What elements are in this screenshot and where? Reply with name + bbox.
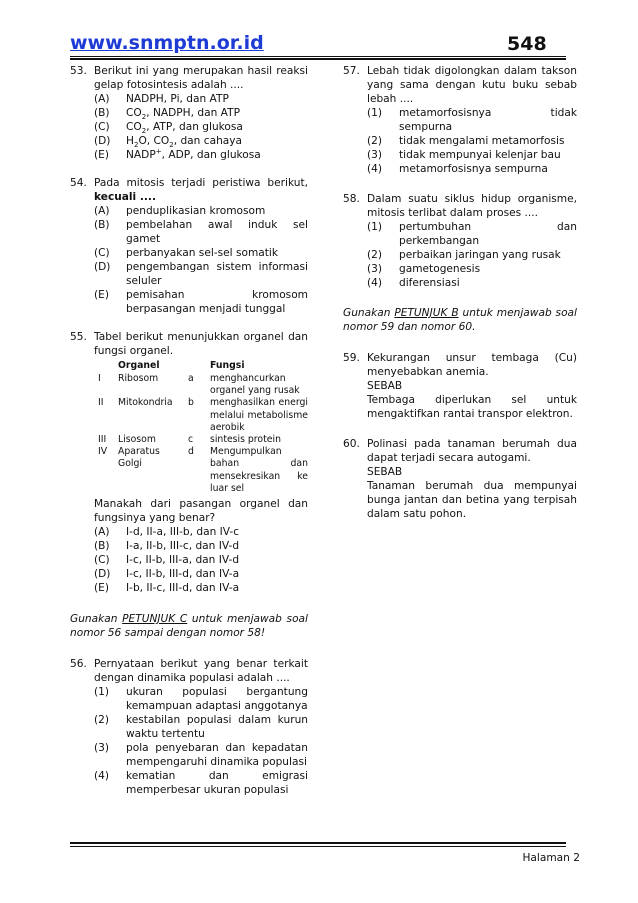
instruction-petunjuk-b: Gunakan PETUNJUK B untuk menjawab soal nomor 59 dan nomor 60. <box>343 307 577 333</box>
option-3: (3) pola penyebaran dan kepadatan mempengaruhi dinamika populasi <box>94 742 308 769</box>
question-stem: Lebah tidak digolongkan dalam takson yang sama dengan kutu buku sebab lebah .... <box>367 65 577 105</box>
option-e: (E) I-b, II-c, III-d, dan IV-a <box>94 582 240 595</box>
question-56 <box>70 657 308 797</box>
footer-rule-thin <box>70 846 566 847</box>
question-keyword: kecuali .... <box>94 191 156 203</box>
question-55 <box>70 330 308 595</box>
option-1: (1) pertumbuhan dan perkembangan <box>367 221 577 247</box>
question-stem: Dalam suatu siklus hidup organisme, mitosis terlibat dalam proses .... <box>367 193 577 219</box>
option-e: (E) pemisahan kromosom berpasangan menjadi tunggal <box>94 289 308 315</box>
reason-statement: Tanaman berumah dua mempunyai bunga jantan dan betina yang terpisah dalam satu pohon. <box>367 480 577 520</box>
table-row: IV Aparatus Golgi d Mengumpulkan bahan dan mensekresikan ke luar sel <box>98 446 308 494</box>
option-d: (D) $H_2O$, $CO_2$, dan cahaya <box>94 135 243 150</box>
option-1: (1) metamorfosisnya tidak sempurna <box>367 107 577 133</box>
option-3: (3) tidak mempunyai kelenjar bau <box>367 149 561 161</box>
question-58 <box>343 192 577 290</box>
reason-statement: Tembaga diperlukan sel untuk mengaktifkan rantai transpor elektron. <box>367 394 577 420</box>
question-prompt: Manakah dari pasangan organel dan fungsinya yang benar? <box>94 498 308 525</box>
option-a: (A) penduplikasian kromosom <box>94 205 266 217</box>
question-stem: Pada mitosis terjadi peristiwa berikut, <box>94 177 308 189</box>
header-organel: Organel <box>118 360 160 371</box>
question-53 <box>70 64 308 162</box>
question-stem: Berikut ini yang merupakan hasil reaksi gelap fotosintesis adalah .... <box>94 65 308 91</box>
option-2: (2) kestabilan populasi dalam kurun waktu tertentu <box>94 714 308 741</box>
option-c: (C) perbanyakan sel-sel somatik <box>94 247 279 259</box>
table-header <box>94 360 308 373</box>
header-rule-thin <box>70 56 566 57</box>
question-number: 57. <box>343 65 360 77</box>
left-column <box>70 64 308 797</box>
question-number: 55. <box>70 331 87 343</box>
question-stem: Pernyataan berikut yang benar terkait dengan dinamika populasi adalah .... <box>94 658 308 685</box>
page-number: 548 <box>507 33 547 55</box>
question-54 <box>70 176 308 316</box>
question-number: 56. <box>70 658 87 671</box>
instruction-petunjuk-c: Gunakan PETUNJUK C untuk menjawab soal nomor 56 sampai dengan nomor 58! <box>70 613 308 640</box>
option-a: (A) I-d, II-a, III-b, dan IV-c <box>94 526 240 539</box>
footer-page-label: Halaman 2 <box>522 852 580 864</box>
option-b: (B) I-a, II-b, III-c, dan IV-d <box>94 540 240 553</box>
question-stem: Tabel berikut menunjukkan organel dan fungsi organel. <box>94 331 308 357</box>
option-d: (D) pengembangan sistem informasi seluler <box>94 261 308 287</box>
option-4: (4) kematian dan emigrasi memperbesar ukuran populasi <box>94 770 308 797</box>
question-60 <box>343 437 577 521</box>
option-b: (B) $CO_2$, NADPH, dan ATP <box>94 107 240 122</box>
header-rule-thick <box>70 58 566 60</box>
option-e: (E) NADP+, ADP, dan glukosa <box>94 147 261 161</box>
question-59 <box>343 351 577 421</box>
option-c: (C) $CO_2$, ATP, dan glukosa <box>94 121 243 136</box>
option-b: (B) pembelahan awal induk sel gamet <box>94 219 308 245</box>
sebab-label: SEBAB <box>367 466 403 478</box>
question-number: 53. <box>70 65 87 77</box>
sebab-label: SEBAB <box>367 380 403 392</box>
option-a: (A) NADPH, Pi, dan ATP <box>94 93 229 105</box>
question-57 <box>343 64 577 176</box>
question-number: 59. <box>343 352 360 364</box>
footer-rule-thick <box>70 842 566 844</box>
header-fungsi: Fungsi <box>210 360 245 371</box>
question-number: 58. <box>343 193 360 205</box>
option-3: (3) gametogenesis <box>367 263 481 275</box>
option-2: (2) perbaikan jaringan yang rusak <box>367 249 561 261</box>
option-4: (4) diferensiasi <box>367 277 460 289</box>
question-number: 54. <box>70 177 87 189</box>
table-row: II Mitokondria b menghasilkan energi melalui metabolisme aerobik <box>98 397 308 433</box>
option-c: (C) I-c, II-b, III-a, dan IV-d <box>94 554 240 567</box>
table-row: I Ribosom a menghancurkan organel yang rusak <box>98 373 300 397</box>
option-4: (4) metamorfosisnya sempurna <box>367 163 548 175</box>
right-column <box>343 64 577 521</box>
table-row: III Lisosom c sintesis protein <box>98 434 281 446</box>
question-stem: Polinasi pada tanaman berumah dua dapat terjadi secara autogami. <box>367 438 577 464</box>
option-2: (2) tidak mengalami metamorfosis <box>367 135 565 147</box>
question-stem: Kekurangan unsur tembaga (Cu) menyebabkan anemia. <box>367 352 577 378</box>
question-number: 60. <box>343 438 360 450</box>
site-url: www.snmptn.or.id <box>70 32 264 54</box>
organel-table <box>94 360 308 495</box>
option-1: (1) ukuran populasi bergantung kemampuan adaptasi anggotanya <box>94 686 308 713</box>
option-d: (D) I-c, II-b, III-d, dan IV-a <box>94 568 240 581</box>
